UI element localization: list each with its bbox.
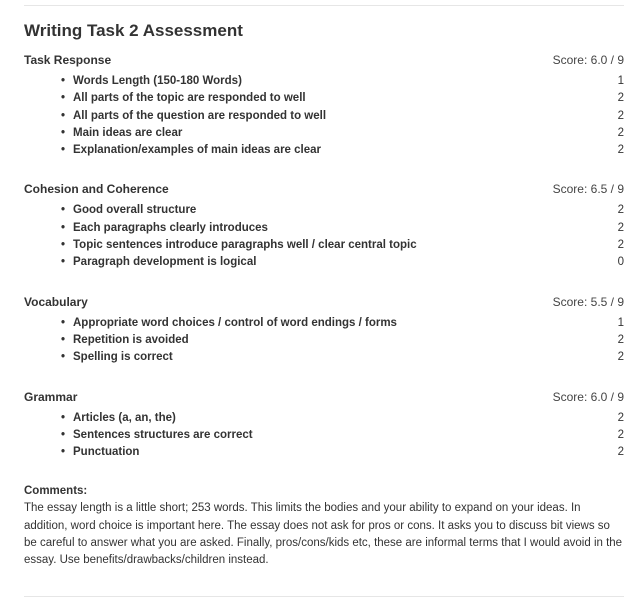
criteria-label: Each paragraphs clearly introduces	[73, 221, 268, 234]
criteria-label: Words Length (150-180 Words)	[73, 75, 242, 87]
criteria-score: 2	[617, 411, 624, 424]
criteria-score: 2	[617, 221, 624, 234]
criteria-label: Articles (a, an, the)	[73, 411, 176, 424]
page-title: Writing Task 2 Assessment	[24, 21, 243, 40]
top-divider	[24, 5, 624, 6]
criteria-label: Spelling is correct	[73, 351, 173, 364]
section-score: Score: 5.5 / 9	[552, 294, 624, 309]
criteria-item	[24, 410, 624, 427]
criteria-list	[24, 410, 624, 462]
criteria-label: Punctuation	[73, 446, 140, 459]
section-header	[24, 52, 624, 68]
criteria-score: 0	[617, 256, 624, 269]
criteria-item	[24, 332, 624, 349]
section-vocabulary	[24, 294, 624, 367]
criteria-item	[24, 315, 624, 332]
criteria-item	[24, 220, 624, 237]
criteria-label: Explanation/examples of main ideas are clear	[73, 144, 321, 157]
criteria-item	[24, 349, 624, 366]
comments-title: Comments:	[24, 485, 88, 498]
criteria-item	[24, 73, 624, 90]
criteria-score: 2	[617, 144, 624, 157]
criteria-label: Appropriate word choices / control of word endings / forms	[73, 316, 397, 329]
criteria-list	[24, 315, 624, 367]
criteria-item	[24, 125, 624, 142]
criteria-score: 2	[617, 109, 624, 122]
criteria-item	[24, 202, 624, 219]
criteria-score: 2	[617, 333, 624, 346]
criteria-score: 2	[617, 351, 624, 364]
criteria-label: All parts of the topic are responded to well	[73, 92, 306, 105]
section-task-response	[24, 52, 624, 159]
section-name: Task Response	[24, 53, 112, 67]
section-name: Vocabulary	[24, 294, 88, 309]
criteria-label: All parts of the question are responded to well	[73, 109, 327, 122]
section-header	[24, 389, 624, 405]
bottom-divider	[24, 596, 624, 597]
comments-text: The essay length is a little short; 253 words. This limits the bodies and your ability to expand on your ideas. In addition, word choice is important here. The essay does not ask for pros or cons. It asks you to discuss bit views so be careful to answer what you are asked. Finally, pros/cons/kids etc, these are informal terms that I would avoid in the essay. Use benefits/drawbacks/children instead.	[24, 502, 623, 567]
criteria-item	[24, 142, 624, 159]
criteria-label: Topic sentences introduce paragraphs well / clear central topic	[73, 239, 417, 252]
criteria-label: Main ideas are clear	[73, 126, 183, 139]
criteria-list	[24, 202, 624, 271]
criteria-score: 2	[617, 92, 624, 105]
criteria-score: 2	[617, 446, 624, 459]
criteria-score: 2	[617, 204, 624, 217]
assessment-panel	[24, 20, 624, 570]
criteria-score: 2	[617, 126, 624, 139]
criteria-label: Repetition is avoided	[73, 333, 189, 346]
criteria-item	[24, 427, 624, 444]
criteria-score: 1	[617, 316, 624, 329]
comments-block	[24, 483, 624, 569]
criteria-item	[24, 444, 624, 461]
criteria-score: 2	[617, 239, 624, 252]
criteria-item	[24, 90, 624, 107]
criteria-item	[24, 237, 624, 254]
section-header	[24, 294, 624, 310]
section-score: Score: 6.0 / 9	[552, 389, 624, 404]
section-score: Score: 6.0 / 9	[552, 53, 624, 67]
criteria-item	[24, 108, 624, 125]
criteria-label: Sentences structures are correct	[73, 428, 253, 441]
section-header	[24, 181, 624, 197]
section-name: Cohesion and Coherence	[24, 182, 169, 197]
criteria-item	[24, 254, 624, 271]
criteria-list	[24, 73, 624, 159]
section-grammar	[24, 389, 624, 462]
section-name: Grammar	[24, 389, 78, 404]
section-score: Score: 6.5 / 9	[552, 182, 624, 197]
criteria-score: 1	[617, 75, 624, 87]
criteria-score: 2	[617, 428, 624, 441]
section-cohesion-coherence	[24, 181, 624, 271]
criteria-label: Good overall structure	[73, 204, 197, 217]
criteria-label: Paragraph development is logical	[73, 256, 257, 269]
